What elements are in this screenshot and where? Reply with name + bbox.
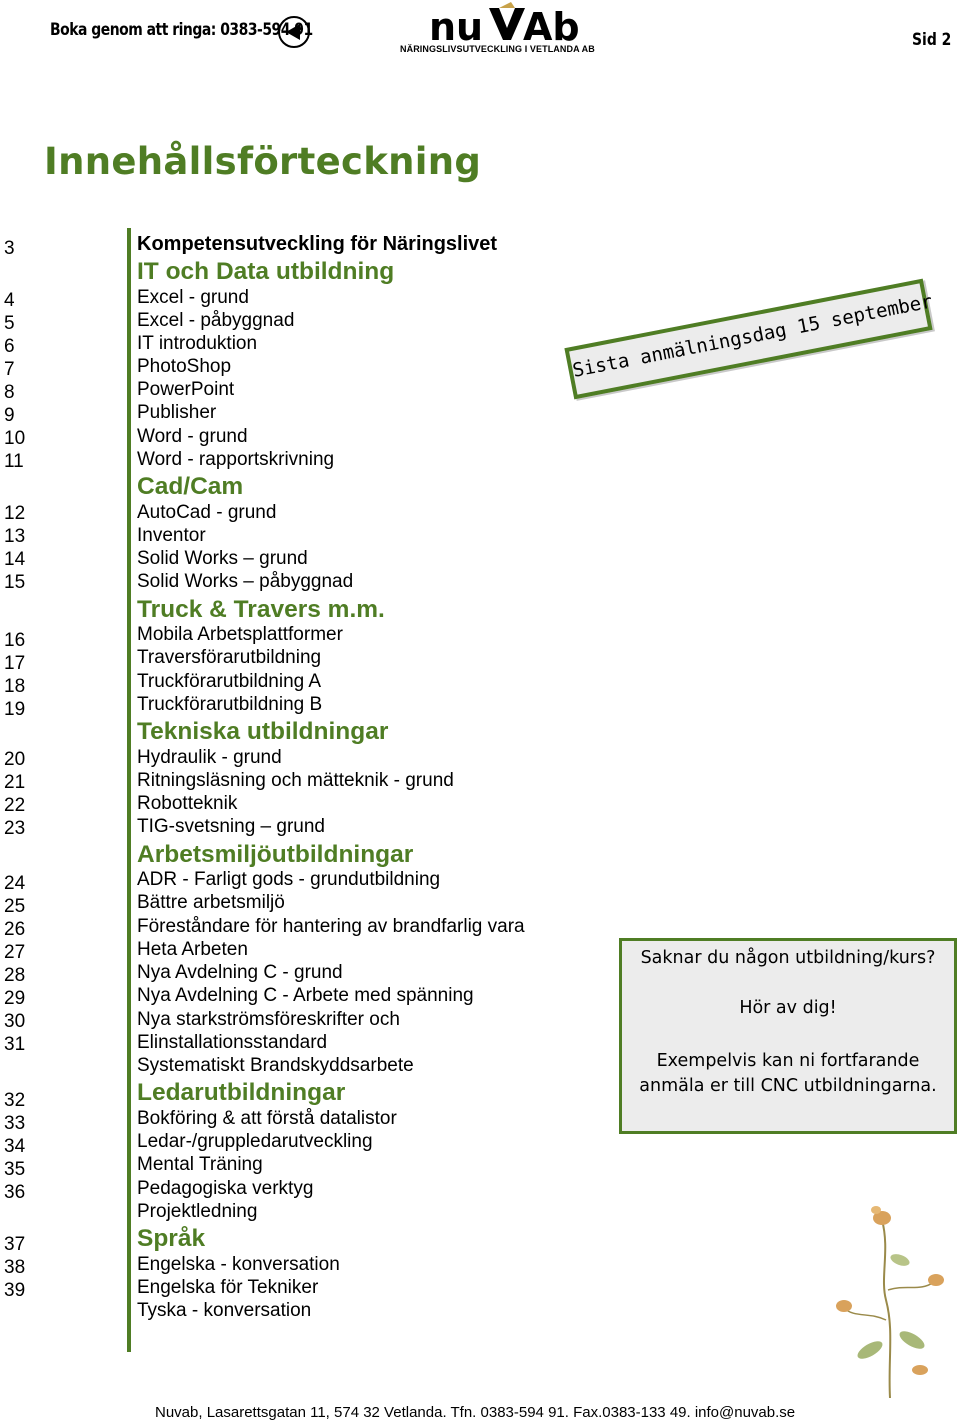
toc-page-number: 28 (4, 965, 26, 986)
toc-section-title: Arbetsmiljöutbildningar (137, 841, 414, 868)
toc-entry: Excel - påbyggnad (137, 310, 295, 331)
toc-entry: TIG-svetsning – grund (137, 816, 325, 837)
toc-page-number: 24 (4, 873, 26, 894)
toc-page-number: 33 (4, 1113, 26, 1134)
toc-divider-line (127, 228, 131, 1352)
toc-section-title: IT och Data utbildning (137, 258, 395, 285)
info-example-line: Exempelvis kan ni fortfarande (656, 1051, 920, 1071)
toc-entry: Föreståndare för hantering av brandfarlig vara (137, 916, 525, 937)
footer-contact: Nuvab, Lasarettsgatan 11, 574 32 Vetlanda. Tfn. 0383-594 91. Fax.0383-133 49. info@nuvab.se (155, 1404, 796, 1421)
flower-illustration-icon (820, 1200, 960, 1400)
booking-phone-text: Boka genom att ringa: 0383-594 91 (50, 20, 313, 40)
toc-entry: Excel - grund (137, 287, 249, 308)
toc-entry: Robotteknik (137, 793, 238, 814)
toc-page-number: 26 (4, 919, 26, 940)
toc-page-number: 14 (4, 549, 26, 570)
toc-page-number: 38 (4, 1257, 26, 1278)
toc-page-number: 19 (4, 699, 26, 720)
toc-entry: Solid Works – påbyggnad (137, 571, 354, 592)
toc-page-number: 17 (4, 653, 26, 674)
toc-entry: Truckförarutbildning B (137, 694, 323, 715)
toc-entry: IT introduktion (137, 333, 258, 354)
nuvab-logo-mark-icon (425, 4, 580, 49)
page-number: Sid 2 (912, 30, 952, 50)
toc-main-heading: Kompetensutveckling för Näringslivet (137, 233, 498, 255)
toc-entry: Ritningsläsning och mätteknik - grund (137, 770, 454, 791)
info-box (619, 938, 957, 1134)
toc-entry: Hydraulik - grund (137, 747, 282, 768)
toc-entry: PhotoShop (137, 356, 232, 377)
toc-entry: Tyska - konversation (137, 1300, 312, 1321)
toc-page-number: 23 (4, 818, 26, 839)
toc-page-number: 8 (4, 382, 15, 403)
toc-page-number: 25 (4, 896, 26, 917)
toc-entry: Systematiskt Brandskyddsarbete (137, 1055, 414, 1076)
toc-entry: Traversförarutbildning (137, 647, 322, 668)
nuvab-logo (400, 4, 595, 56)
toc-page-number: 7 (4, 359, 15, 380)
toc-page-number: 6 (4, 336, 15, 357)
toc-page-number: 20 (4, 749, 26, 770)
toc-entry: Heta Arbeten (137, 939, 248, 960)
toc-page-number: 13 (4, 526, 26, 547)
toc-entry: Nya starkströmsföreskrifter och (137, 1009, 400, 1030)
back-arrow-button[interactable] (278, 16, 310, 48)
toc-entry: Word - grund (137, 426, 248, 447)
toc-section-title: Ledarutbildningar (137, 1079, 346, 1106)
toc-entry: ADR - Farligt gods - grundutbildning (137, 869, 441, 890)
toc-page-number: 39 (4, 1280, 26, 1301)
toc-page-number: 32 (4, 1090, 26, 1111)
toc-entry: Mobila Arbetsplattformer (137, 624, 343, 645)
logo-subtitle: NÄRINGSLIVSUTVECKLING I VETLANDA AB (400, 44, 595, 54)
toc-page-number: 15 (4, 572, 26, 593)
toc-page-number: 5 (4, 313, 15, 334)
toc-entry: AutoCad - grund (137, 502, 277, 523)
toc-entry: Bokföring & att förstå datalistor (137, 1108, 397, 1129)
toc-page-number: 31 (4, 1034, 26, 1055)
toc-entry: Mental Träning (137, 1154, 263, 1175)
toc-entry: Truckförarutbildning A (137, 671, 322, 692)
info-contact-hint: Hör av dig! (739, 998, 837, 1018)
toc-page-number: 16 (4, 630, 26, 651)
toc-page-number: 21 (4, 772, 26, 793)
page-title: Innehållsförteckning (44, 140, 482, 183)
toc-entry: Nya Avdelning C - Arbete med spänning (137, 985, 474, 1006)
toc-page-number: 10 (4, 428, 26, 449)
toc-entry: Bättre arbetsmiljö (137, 892, 285, 913)
toc-entry: Inventor (137, 525, 206, 546)
toc-entry: Engelska - konversation (137, 1254, 340, 1275)
toc-entry: Publisher (137, 402, 217, 423)
toc-page-number: 37 (4, 1234, 26, 1255)
toc-entry: Engelska för Tekniker (137, 1277, 319, 1298)
toc-page-number: 9 (4, 405, 15, 426)
svg-text:Ab: Ab (523, 5, 580, 49)
toc-entry: PowerPoint (137, 379, 235, 400)
toc-entry: Ledar-/gruppledarutveckling (137, 1131, 373, 1152)
toc-section-title: Truck & Travers m.m. (137, 596, 385, 623)
toc-entry: Nya Avdelning C - grund (137, 962, 343, 983)
toc-section-title: Språk (137, 1225, 206, 1252)
toc-page-number: 27 (4, 942, 26, 963)
toc-page-number: 30 (4, 1011, 26, 1032)
svg-text:nu: nu (429, 5, 484, 49)
info-question: Saknar du någon utbildning/kurs? (640, 948, 936, 968)
toc-entry: Solid Works – grund (137, 548, 308, 569)
toc-page-number: 12 (4, 503, 26, 524)
toc-page-number: 29 (4, 988, 26, 1009)
toc-page-number: 22 (4, 795, 26, 816)
deadline-text: Sista anmälningsdag 15 september (570, 290, 935, 382)
toc-section-title: Tekniska utbildningar (137, 718, 389, 745)
toc-page-number: 4 (4, 290, 15, 311)
toc-page-number: 3 (4, 238, 15, 259)
toc-entry: Elinstallationsstandard (137, 1032, 328, 1053)
toc-page-number: 36 (4, 1182, 26, 1203)
toc-entry: Pedagogiska verktyg (137, 1178, 314, 1199)
toc-page-number: 35 (4, 1159, 26, 1180)
toc-entry: Projektledning (137, 1201, 258, 1222)
deadline-banner (564, 279, 935, 400)
toc-section-title: Cad/Cam (137, 473, 244, 500)
info-example (622, 1049, 954, 1099)
toc-page-number: 11 (4, 451, 24, 472)
toc-entry: Word - rapportskrivning (137, 449, 335, 470)
info-example-line: anmäla er till CNC utbildningarna. (639, 1076, 937, 1096)
toc-page-number: 18 (4, 676, 26, 697)
toc-page-number: 34 (4, 1136, 26, 1157)
